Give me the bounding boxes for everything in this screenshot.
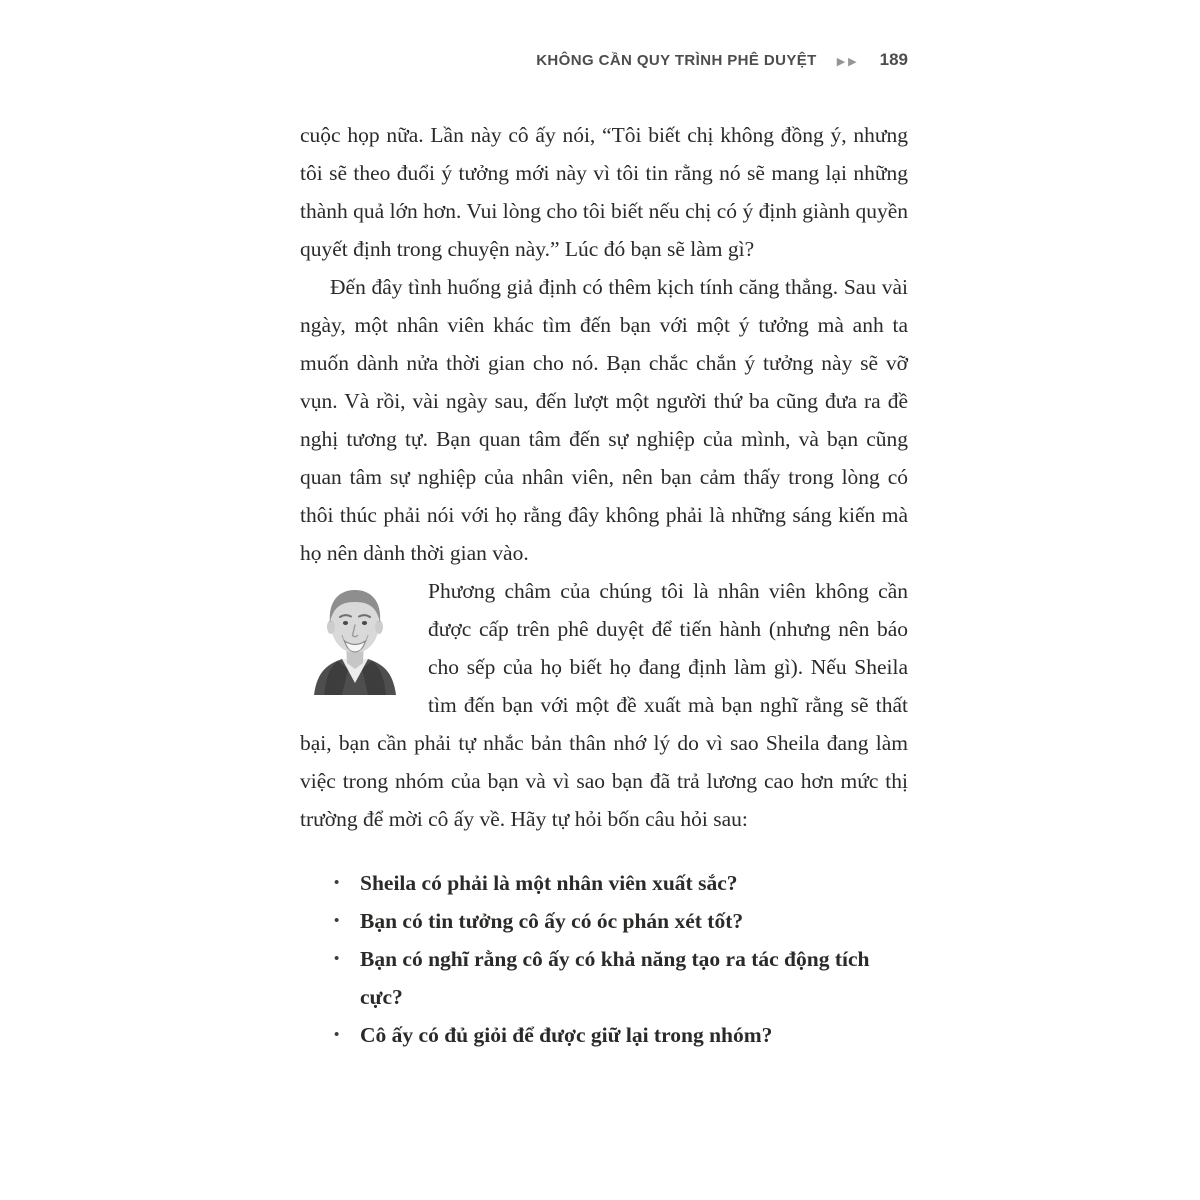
bullet-icon: • [334, 875, 340, 891]
bullet-icon: • [334, 1027, 340, 1043]
running-head-title: KHÔNG CẦN QUY TRÌNH PHÊ DUYỆT [536, 51, 817, 69]
question-text: Sheila có phải là một nhân viên xuất sắc? [360, 871, 738, 895]
paragraph-continuation: cuộc họp nữa. Lần này cô ấy nói, “Tôi biết chị không đồng ý, nhưng tôi sẽ theo đuổi ý tưởng mới này vì tôi tin rằng nó sẽ mang lại những thành quả lớn hơn. Vui lòng cho tôi biết nếu chị có ý định giành quyền quyết định trong chuyện này.” Lúc đó bạn sẽ làm gì? [300, 123, 908, 261]
paragraph-author-quote [300, 572, 908, 838]
author-portrait-sketch-icon [300, 577, 410, 695]
page-number: 189 [879, 50, 908, 69]
four-questions-list [300, 864, 908, 1054]
paragraph-scenario: Đến đây tình huống giả định có thêm kịch tính căng thẳng. Sau vài ngày, một nhân viên khác tìm đến bạn với một ý tưởng mà anh ta muốn dành nửa thời gian cho nó. Bạn chắc chắn ý tưởng này sẽ vỡ vụn. Và rồi, vài ngày sau, đến lượt một người thứ ba cũng đưa ra đề nghị tương tự. Bạn quan tâm đến sự nghiệp của mình, và bạn cũng quan tâm sự nghiệp của nhân viên, nên bạn cảm thấy trong lòng có thôi thúc phải nói với họ rằng đây không phải là những sáng kiến mà họ nên dành thời gian vào. [300, 275, 908, 565]
page-body [300, 116, 908, 1054]
list-item [300, 902, 908, 940]
question-text: Bạn có tin tưởng cô ấy có óc phán xét tốt? [360, 909, 744, 933]
bullet-icon: • [334, 951, 340, 967]
list-item [300, 940, 908, 1016]
page-header [300, 50, 908, 70]
bullet-icon: • [334, 913, 340, 929]
list-item [300, 864, 908, 902]
question-text: Cô ấy có đủ giỏi để được giữ lại trong nhóm? [360, 1023, 773, 1047]
question-text: Bạn có nghĩ rằng cô ấy có khả năng tạo ra tác động tích cực? [360, 947, 870, 1009]
list-item [300, 1016, 908, 1054]
author-quote-text: Phương châm của chúng tôi là nhân viên không cần được cấp trên phê duyệt để tiến hành (nhưng nên báo cho sếp của họ biết họ đang định làm gì). Nếu Sheila tìm đến bạn với một đề xuất mà bạn nghĩ rằng sẽ thất bại, bạn cần phải tự nhắc bản thân nhớ lý do vì sao Sheila đang làm việc trong nhóm của bạn và vì sao bạn đã trả lương cao hơn mức thị trường để mời cô ấy về. Hãy tự hỏi bốn câu hỏi sau: [300, 579, 908, 831]
double-arrow-icon: ▶▶ [836, 54, 860, 68]
